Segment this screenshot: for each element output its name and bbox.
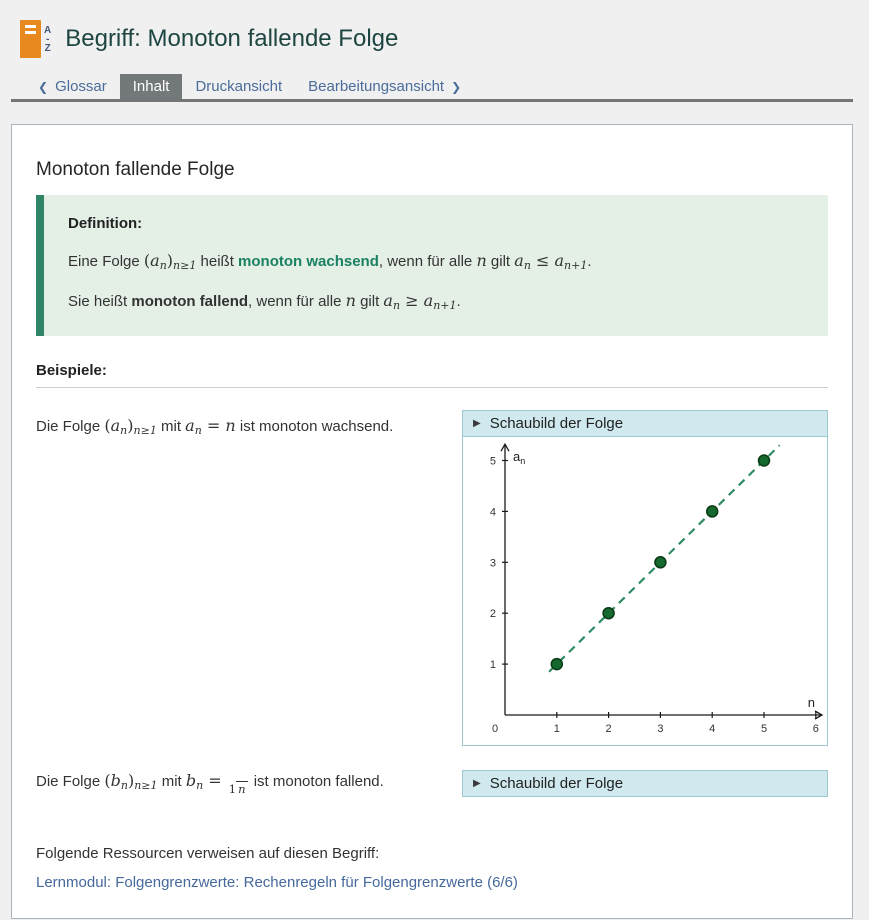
resources-label: Folgende Ressourcen verweisen auf diesen Begriff: [36,845,380,862]
svg-text:5: 5 [760,723,768,735]
schaubild-panel-1-header[interactable] [463,411,827,436]
nav-glossar-label: Glossar [55,78,107,95]
definition-box [36,195,828,336]
example-row-2 [36,770,828,797]
svg-text:1: 1 [489,659,496,672]
tab-druckansicht[interactable] [182,74,295,99]
page-title: Begriff: Monoton fallende Folge [65,25,399,52]
example-1-text: Die Folge $(a_n)_{n\ge 1}$ mit $a_n = n$ ist monoton wachsend. [36,416,394,437]
schaubild-panel-1-body [463,436,827,745]
svg-text:5: 5 [489,455,496,468]
schaubild-panel-2-header[interactable] [463,771,827,796]
svg-text:4: 4 [709,723,716,735]
chevron-left-icon: ❮ [38,79,49,94]
example-row-1 [36,410,828,746]
svg-text:3: 3 [657,723,664,735]
expand-triangle-icon: ▶ [473,778,481,789]
nav-bearbeitungsansicht-link[interactable] [295,74,474,99]
book-spine-icon [20,20,41,58]
schaubild-panel-1 [462,410,828,746]
definition-label: Definition: [68,215,143,232]
svg-text:2: 2 [605,723,612,735]
example-2-text: Die Folge $(b_n)_{n\ge 1}$ mit $b_n = 1$ n ist monoton fallend. [36,770,384,796]
glossary-book-az-icon [20,20,51,58]
az-label: A - Z [44,24,52,54]
svg-text:4: 4 [489,506,496,519]
chevron-right-icon: ❯ [451,79,462,94]
definition-paragraph-1: Eine Folge $(a_n)_{n\ge 1}$ heißt monoton wachsend, wenn für alle n gilt $a_n \le a_{n+1}$. [68,251,592,272]
tab-druckansicht-label: Druckansicht [195,78,283,95]
lernmodul-resource-link[interactable]: Lernmodul: Folgengrenzwerte: Rechenregeln für Folgengrenzwerte (6/6) [36,874,518,891]
sequence-chart [463,437,827,745]
monoton-wachsend-link[interactable]: monoton wachsend [238,253,379,270]
content-card [11,124,853,919]
svg-text:6: 6 [812,723,819,735]
expand-triangle-icon: ▶ [473,418,481,429]
tab-navigation [11,74,853,102]
fraction-1-over-n: 1 n [228,781,246,796]
svg-text:0: 0 [491,723,499,735]
beispiele-label: Beispiele: [36,362,107,379]
tab-inhalt[interactable] [120,74,183,99]
page-header [0,0,869,64]
definition-paragraph-2: Sie heißt monoton fallend, wenn für alle n gilt $a_n \ge a_{n+1}$. [68,291,461,312]
schaubild-panel-2 [462,770,828,797]
tab-inhalt-label: Inhalt [132,78,170,95]
section-divider [36,387,828,388]
svg-text:n: n [807,695,815,710]
svg-text:an: $a_n$ [513,449,526,467]
schaubild-panel-1-title: Schaubild der Folge [489,415,624,432]
svg-text:1: 1 [553,723,560,735]
nav-bearbeitungsansicht-label: Bearbeitungsansicht [308,78,445,95]
term-heading: Monoton fallende Folge [36,159,235,180]
schaubild-panel-2-title: Schaubild der Folge [489,775,624,792]
svg-text:2: 2 [489,608,496,621]
svg-text:3: 3 [489,557,496,570]
nav-glossar-link[interactable] [25,74,120,99]
